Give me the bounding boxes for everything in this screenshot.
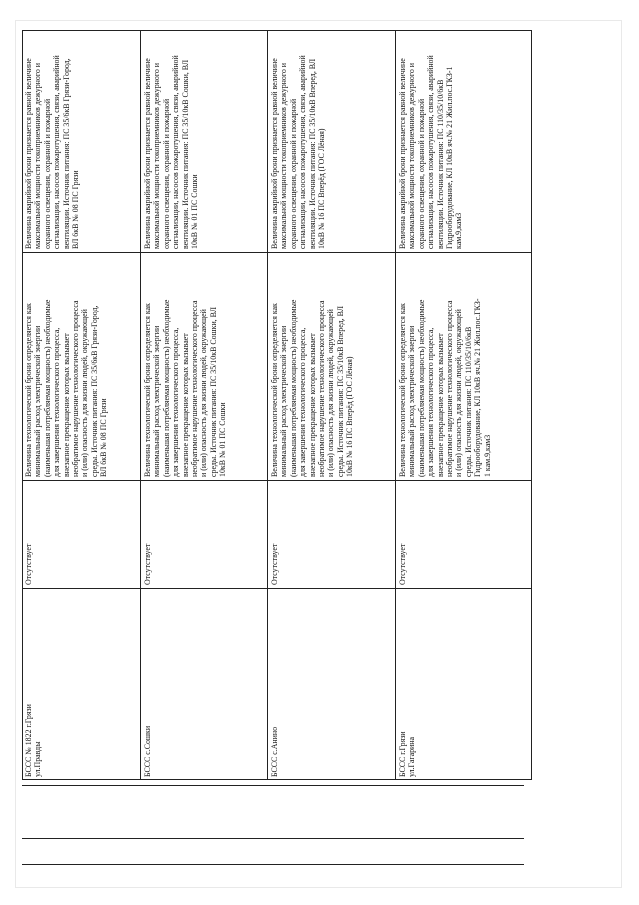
tech-line: и (или) опасность для жизни людей, окружающей — [199, 309, 209, 477]
tech-line: необратимое нарушение технологического процесса — [71, 300, 81, 477]
cell-tech — [22, 253, 141, 480]
tech-line: среды. Источник питания: ПС 35/10кВ Сошки, ВЛ — [208, 307, 218, 477]
footer-rule — [22, 785, 524, 786]
emergency-line: Гидрооборудование, КЛ 10кВ яч.№ 21 Жил.пос.ГКЗ-1 — [445, 66, 455, 249]
tech-line: необратимое нарушение технологического процесса — [317, 300, 327, 477]
tech-line: (наименьшая потребляемая мощность) необходимые — [42, 299, 52, 477]
tech-line: Гидрооборудование, КЛ 10кВ яч.№ 21 Жил.пос.ГКЗ- — [473, 298, 483, 477]
emergency-line: максимальной мощности токоприемников дежурного и — [33, 62, 43, 249]
tech-line: Величина технологической брони определяется как — [24, 303, 33, 477]
tech-line: минимальный расход электрической энергии — [279, 325, 289, 477]
cell-status — [22, 481, 141, 588]
tech-line: минимальный расход электрической энергии — [152, 325, 162, 477]
emergency-line: вентиляции. Источник питания: ПС 35/10кВ Вперед, ВЛ — [307, 58, 317, 249]
tech-line: внезапное прекращение которых вызывает — [61, 333, 71, 477]
tech-line: необратимое нарушение технологического процесса — [445, 300, 455, 477]
emergency-line: охранного освещения, охранной и пожарной — [161, 98, 171, 249]
emergency-line: 10кВ № 01 ПС Сошки — [190, 174, 200, 249]
tech-line: среды. Источник питания: ПС 35/6кВ Грязи-Город, — [89, 305, 99, 477]
cell-name — [141, 589, 268, 780]
emergency-line: вентиляции. Источник питания: ПС 35/10кВ Сошки, ВЛ — [180, 59, 190, 249]
tech-line: Величина технологической брони определяется как — [398, 303, 407, 477]
cell-status — [141, 481, 268, 588]
name-line: ул.Гагарина — [407, 736, 417, 777]
tech-line: минимальный расход электрической энергии — [33, 325, 43, 477]
footer-rule — [22, 864, 524, 865]
tech-line: 10кВ № 01 ПС Сошки — [218, 402, 228, 477]
cell-emergency — [268, 30, 396, 252]
tech-line: (наименьшая потребляемая мощность) необходимые — [288, 299, 298, 477]
status-line: Отсутствует — [270, 543, 279, 585]
tech-line: (наименьшая потребляемая мощность) необходимые — [161, 299, 171, 477]
tech-line: среды. Источник питания: ПС 35/10кВ Вперед, ВЛ — [335, 306, 345, 477]
footer-rule — [22, 838, 524, 839]
cell-name — [268, 589, 396, 780]
tech-line: для завершения технологического процесса, — [52, 327, 62, 477]
cell-tech — [396, 253, 532, 480]
tech-line: Величина технологической брони определяется как — [270, 303, 279, 477]
cell-emergency — [22, 30, 141, 252]
tech-line: и (или) опасность для жизни людей, окружающей — [454, 309, 464, 477]
name-line: ул.Правды — [33, 741, 43, 777]
emergency-line: Величина аварийной брони признается равной величине — [398, 58, 407, 249]
tech-line: внезапное прекращение которых вызывает — [307, 333, 317, 477]
emergency-line: сигнализации, насосов пожаротушения, связи, аварийной — [171, 55, 181, 249]
emergency-line: вентиляции. Источник питания: ПС 110/35/10/6кВ — [435, 79, 445, 249]
emergency-line: 10кВ № 16 ПС Вперёд (ГОС Лёная) — [317, 128, 327, 249]
cell-tech — [268, 253, 396, 480]
tech-line: для завершения технологического процесса, — [298, 327, 308, 477]
tech-line: 10кВ № 16 ПС Вперёд (ГОС Лёная) — [345, 356, 355, 477]
cell-status — [396, 481, 532, 588]
name-line: БССС г.Грязи — [398, 731, 407, 777]
emergency-line: Величина аварийной брони признается равной величине — [24, 58, 33, 249]
status-line: Отсутствует — [143, 543, 152, 585]
emergency-line: сигнализации, насосов пожаротушения, связи, аварийной — [426, 55, 436, 249]
tech-line: необратимое нарушение технологического процесса — [190, 300, 200, 477]
tech-line: и (или) опасность для жизни людей, окружающей — [80, 309, 90, 477]
tech-line: внезапное прекращение которых вызывает — [435, 333, 445, 477]
emergency-line: максимальной мощности токоприемников дежурного и — [407, 62, 417, 249]
status-line: Отсутствует — [398, 543, 407, 585]
tech-line: среды. Источник питания: ПС 110/35/10/6кВ — [463, 326, 473, 477]
cell-emergency — [396, 30, 532, 252]
name-line: БССС с.Сошки — [143, 725, 152, 777]
cell-status — [268, 481, 396, 588]
emergency-line: вентиляции. Источник питания: ПС 35/6кВ Грязи-Город, — [61, 58, 71, 249]
cell-emergency — [141, 30, 268, 252]
tech-line: ВЛ 6кВ № 08 ПС Грязи — [99, 398, 109, 477]
emergency-line: охранного освещения, охранной и пожарной — [288, 98, 298, 249]
tech-line: Величина технологической брони определяется как — [143, 303, 152, 477]
emergency-line: кам.9,кам3 — [454, 212, 464, 249]
emergency-line: ВЛ 6кВ № 08 ПС Грязи — [71, 170, 81, 249]
emergency-line: максимальной мощности токоприемников дежурного и — [279, 62, 289, 249]
emergency-line: Величина аварийной брони признается равной величине — [270, 58, 279, 249]
emergency-line: охранного освещения, охранной и пожарной — [42, 98, 52, 249]
emergency-line: максимальной мощности токоприемников дежурного и — [152, 62, 162, 249]
name-line: БССС с.Анино — [270, 726, 279, 777]
tech-line: 1 кам.9,кам3 — [482, 434, 492, 477]
cell-tech — [141, 253, 268, 480]
cell-name — [22, 589, 141, 780]
emergency-line: сигнализации, насосов пожаротушения, связи, аварийной — [52, 55, 62, 249]
cell-name — [396, 589, 532, 780]
status-line: Отсутствует — [24, 543, 33, 585]
emergency-line: сигнализации, насосов пожаротушения, связи, аварийной — [298, 55, 308, 249]
tech-line: для завершения технологического процесса, — [426, 327, 436, 477]
tech-line: для завершения технологического процесса, — [171, 327, 181, 477]
tech-line: минимальный расход электрической энергии — [407, 325, 417, 477]
tech-line: и (или) опасность для жизни людей, окружающей — [326, 309, 336, 477]
emergency-line: Величина аварийной брони признается равной величине — [143, 58, 152, 249]
emergency-line: охранного освещения, охранной и пожарной — [416, 98, 426, 249]
name-line: БССС № 1822 г.Грязи — [24, 704, 33, 777]
tech-line: (наименьшая потребляемая мощность) необходимые — [416, 299, 426, 477]
tech-line: внезапное прекращение которых вызывает — [180, 333, 190, 477]
